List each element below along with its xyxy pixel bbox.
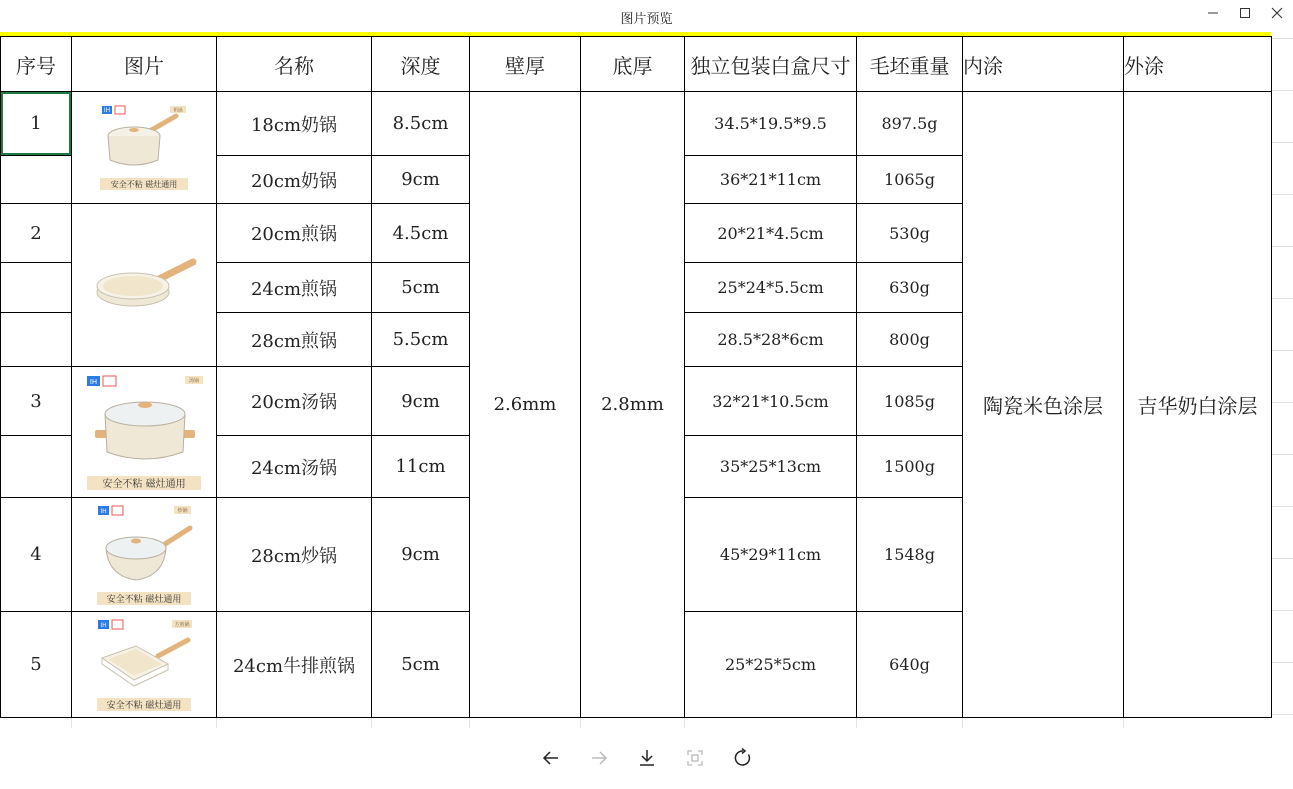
weight-cell[interactable]: 640g bbox=[857, 612, 963, 718]
close-icon[interactable] bbox=[1265, 4, 1289, 22]
name-cell[interactable]: 24cm煎锅 bbox=[217, 263, 372, 313]
download-button[interactable] bbox=[634, 745, 660, 771]
header-inner-coating[interactable]: 内涂 bbox=[963, 37, 1124, 92]
name-cell[interactable]: 28cm煎锅 bbox=[217, 313, 372, 367]
depth-cell[interactable]: 5cm bbox=[372, 612, 470, 718]
name-cell[interactable]: 20cm奶锅 bbox=[217, 156, 372, 204]
image-cell[interactable] bbox=[72, 612, 217, 718]
outer-coating-cell[interactable]: 吉华奶白涂层 bbox=[1124, 92, 1272, 718]
rotate-button[interactable] bbox=[730, 745, 756, 771]
weight-cell[interactable]: 1085g bbox=[857, 367, 963, 436]
rotate-icon bbox=[733, 748, 753, 768]
weight-cell[interactable]: 530g bbox=[857, 204, 963, 263]
header-box-size[interactable]: 独立包装白盒尺寸 bbox=[685, 37, 857, 92]
name-cell[interactable]: 20cm煎锅 bbox=[217, 204, 372, 263]
fit-screen-button[interactable] bbox=[682, 745, 708, 771]
box-size-cell[interactable]: 25*24*5.5cm bbox=[685, 263, 857, 313]
inner-coating-cell[interactable]: 陶瓷米色涂层 bbox=[963, 92, 1124, 718]
background-gridlines bbox=[1271, 36, 1293, 728]
svg-text:IH: IH bbox=[100, 621, 107, 629]
soup-pot-image bbox=[81, 372, 207, 492]
header-index[interactable]: 序号 bbox=[1, 37, 72, 92]
image-cell[interactable] bbox=[72, 204, 217, 367]
box-size-cell[interactable]: 25*25*5cm bbox=[685, 612, 857, 718]
spreadsheet-preview bbox=[0, 36, 1293, 728]
image-cell[interactable] bbox=[72, 498, 217, 612]
weight-cell[interactable]: 1548g bbox=[857, 498, 963, 612]
title-bar bbox=[0, 0, 1293, 32]
svg-text:汤锅: 汤锅 bbox=[188, 378, 200, 384]
depth-cell[interactable]: 11cm bbox=[372, 436, 470, 498]
weight-cell[interactable]: 800g bbox=[857, 313, 963, 367]
header-weight[interactable]: 毛坯重量 bbox=[857, 37, 963, 92]
name-cell[interactable]: 24cm牛排煎锅 bbox=[217, 612, 372, 718]
prev-image-button[interactable] bbox=[538, 745, 564, 771]
header-bottom[interactable]: 底厚 bbox=[581, 37, 685, 92]
index-cell[interactable] bbox=[1, 313, 72, 367]
index-cell[interactable]: 1 bbox=[1, 92, 72, 156]
index-cell[interactable]: 3 bbox=[1, 367, 72, 436]
steak-pan-image bbox=[92, 616, 196, 714]
milk-pot-image bbox=[96, 102, 192, 194]
bottom-cell[interactable]: 2.8mm bbox=[581, 92, 685, 718]
header-image[interactable]: 图片 bbox=[72, 37, 217, 92]
depth-cell[interactable]: 8.5cm bbox=[372, 92, 470, 156]
header-depth[interactable]: 深度 bbox=[372, 37, 470, 92]
frying-pan-image bbox=[89, 240, 199, 330]
wall-cell[interactable]: 2.6mm bbox=[470, 92, 581, 718]
header-name[interactable]: 名称 bbox=[217, 37, 372, 92]
weight-cell[interactable]: 1065g bbox=[857, 156, 963, 204]
table-row bbox=[1, 92, 1272, 156]
index-cell[interactable]: 4 bbox=[1, 498, 72, 612]
svg-text:安全不粘 磁灶通用: 安全不粘 磁灶通用 bbox=[106, 700, 182, 711]
name-cell[interactable]: 20cm汤锅 bbox=[217, 367, 372, 436]
header-outer-coating[interactable]: 外涂 bbox=[1124, 37, 1272, 92]
fit-screen-icon bbox=[685, 748, 705, 768]
name-cell[interactable]: 18cm奶锅 bbox=[217, 92, 372, 156]
next-image-button[interactable] bbox=[586, 745, 612, 771]
arrow-right-icon bbox=[589, 748, 609, 768]
wok-image bbox=[92, 502, 196, 608]
minimize-icon[interactable] bbox=[1201, 4, 1225, 22]
index-cell[interactable]: 5 bbox=[1, 612, 72, 718]
box-size-cell[interactable]: 28.5*28*6cm bbox=[685, 313, 857, 367]
preview-toolbar bbox=[0, 728, 1293, 789]
box-size-cell[interactable]: 32*21*10.5cm bbox=[685, 367, 857, 436]
index-cell[interactable] bbox=[1, 263, 72, 313]
depth-cell[interactable]: 4.5cm bbox=[372, 204, 470, 263]
header-wall[interactable]: 壁厚 bbox=[470, 37, 581, 92]
box-size-cell[interactable]: 20*21*4.5cm bbox=[685, 204, 857, 263]
index-cell[interactable] bbox=[1, 436, 72, 498]
depth-cell[interactable]: 5cm bbox=[372, 263, 470, 313]
svg-text:炒锅: 炒锅 bbox=[177, 507, 188, 514]
depth-cell[interactable]: 9cm bbox=[372, 367, 470, 436]
download-icon bbox=[637, 748, 657, 768]
box-size-cell[interactable]: 34.5*19.5*9.5 bbox=[685, 92, 857, 156]
index-cell[interactable]: 2 bbox=[1, 204, 72, 263]
svg-text:安全不粘 磁灶通用: 安全不粘 磁灶通用 bbox=[102, 479, 186, 490]
image-cell[interactable] bbox=[72, 367, 217, 498]
svg-text:方煎锅: 方煎锅 bbox=[174, 621, 190, 628]
weight-cell[interactable]: 1500g bbox=[857, 436, 963, 498]
depth-cell[interactable]: 9cm bbox=[372, 498, 470, 612]
box-size-cell[interactable]: 35*25*13cm bbox=[685, 436, 857, 498]
svg-text:IH: IH bbox=[89, 378, 98, 386]
svg-text:安全不粘 磁灶通用: 安全不粘 磁灶通用 bbox=[106, 594, 182, 605]
svg-text:安全不粘 磁灶通用: 安全不粘 磁灶通用 bbox=[110, 179, 178, 189]
box-size-cell[interactable]: 45*29*11cm bbox=[685, 498, 857, 612]
depth-cell[interactable]: 5.5cm bbox=[372, 313, 470, 367]
product-spec-table bbox=[0, 36, 1272, 718]
depth-cell[interactable]: 9cm bbox=[372, 156, 470, 204]
maximize-icon[interactable] bbox=[1233, 4, 1257, 22]
svg-text:IH: IH bbox=[103, 106, 111, 114]
index-cell[interactable] bbox=[1, 156, 72, 204]
name-cell[interactable]: 24cm汤锅 bbox=[217, 436, 372, 498]
weight-cell[interactable]: 630g bbox=[857, 263, 963, 313]
box-size-cell[interactable]: 36*21*11cm bbox=[685, 156, 857, 204]
table-header-row bbox=[1, 37, 1272, 92]
weight-cell[interactable]: 897.5g bbox=[857, 92, 963, 156]
image-cell[interactable] bbox=[72, 92, 217, 204]
svg-text:IH: IH bbox=[100, 507, 107, 515]
svg-text:奶锅: 奶锅 bbox=[173, 108, 183, 113]
name-cell[interactable]: 28cm炒锅 bbox=[217, 498, 372, 612]
arrow-left-icon bbox=[541, 748, 561, 768]
window-title: 图片预览 bbox=[620, 12, 673, 27]
